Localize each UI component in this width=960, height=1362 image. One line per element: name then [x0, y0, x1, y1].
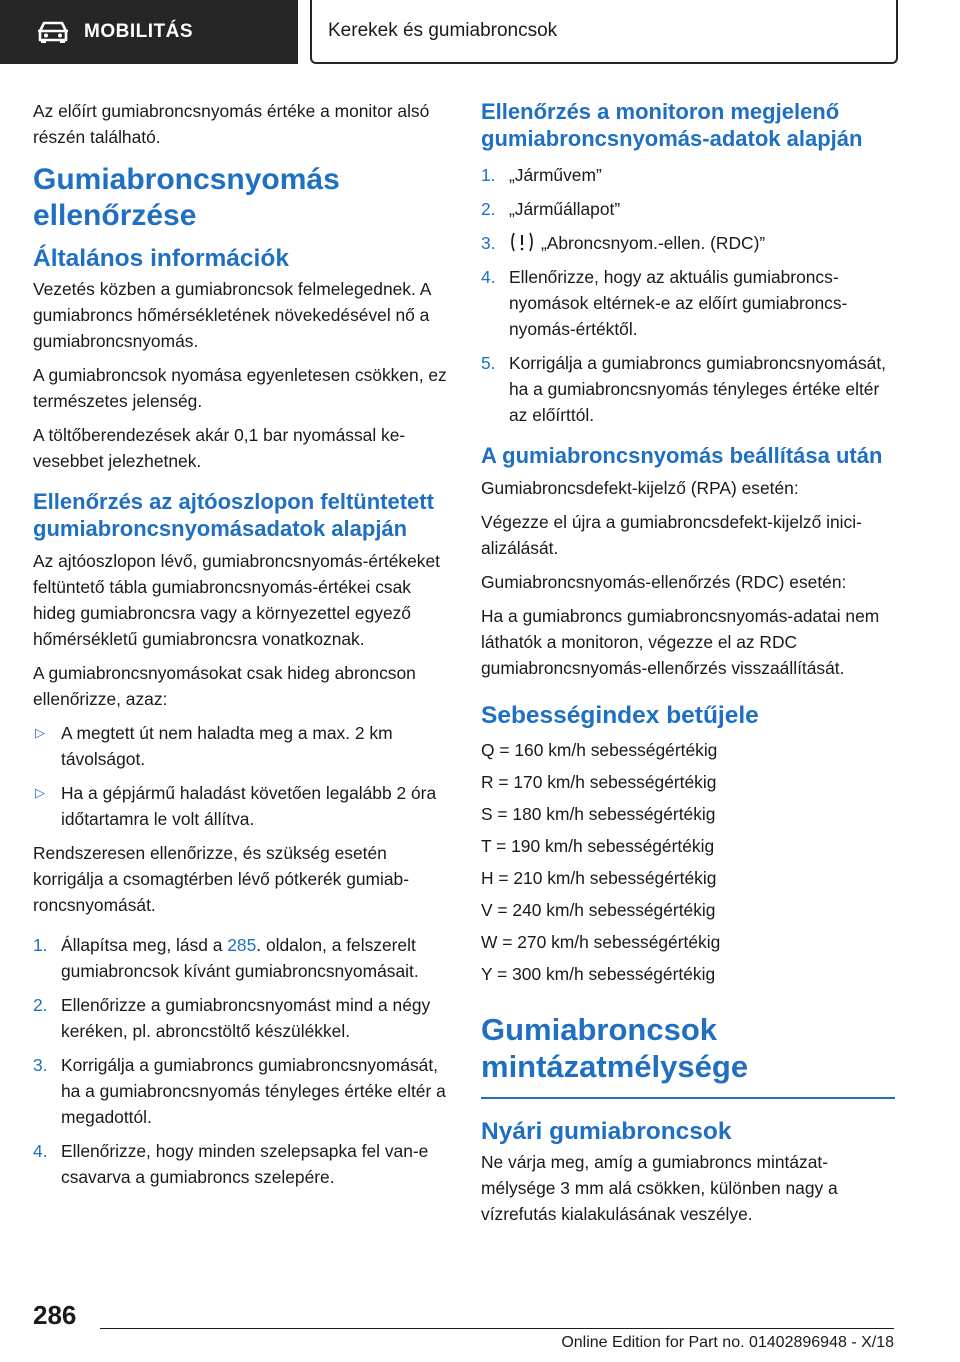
heading-monitor-check: Ellenőrzés a monitoron megjelenő gumiabroncsnyomás-adatok alapján: [481, 99, 863, 151]
heading-after-adjust: A gumiabroncsnyomás beállítása után: [481, 443, 883, 468]
heading-general-info: Általános információk: [33, 245, 289, 272]
header-bar: [0, 0, 960, 66]
heading-speed-index: Sebességindex betűjele: [481, 702, 759, 729]
triangle-bullet-icon: ▷: [35, 785, 45, 800]
paragraph: Vezetés közben a gumiabroncsok felmelegednek. A gumiabroncs hőmérsékletének növekedésével nő a gumiabroncsnyomás.: [33, 279, 431, 351]
car-icon: [36, 20, 70, 44]
page-number: 286: [33, 1300, 77, 1330]
heading-tire-pressure-check: Gumiabroncsnyomás ellenőrzése: [33, 163, 340, 232]
paragraph: Ne várja meg, amíg a gumiabroncs mintázatmélysége 3 mm alá csökken, különben nagy a vízrefutás kialakulásának veszélye.: [481, 1152, 838, 1224]
heading-door-pillar: Ellenőrzés az ajtóoszlopon feltüntetett gumiabroncsnyomásadatok alapján: [33, 489, 434, 541]
speed-row: S = 180 km/h sebességértékig: [481, 804, 716, 824]
footer-edition: Online Edition for Part no. 01402896948 - X/18: [561, 1334, 894, 1351]
speed-row: H = 210 km/h sebességértékig: [481, 868, 717, 888]
list-item: 1. Állapítsa meg, lásd a 285. oldalon, a felszerelt gumiabroncsok kívánt gumiabroncsnyomásait.: [33, 935, 419, 981]
speed-row: Q = 160 km/h sebességértékig: [481, 740, 718, 760]
right-column: [481, 98, 895, 1235]
list-item: 2. „Járműállapot”: [481, 199, 621, 219]
left-column: [33, 98, 447, 1198]
list-item: 3. Korrigálja a gumiabroncs gumiabroncsnyomását, ha a gumiabroncsnyomás tényleges értéke eltér a megadottól.: [33, 1055, 446, 1127]
list-item: ▷ A megtett út nem haladta meg a max. 2 km távolságot.: [33, 720, 447, 772]
list-item: 4. Ellenőrizze, hogy minden szelepsapka fel van-e csavarva a gumiabroncs szelepére.: [33, 1141, 429, 1187]
heading-tread-depth: Gumiabroncsok mintázatmélysége: [481, 1012, 749, 1084]
section-title: MOBILITÁS: [84, 21, 193, 42]
page-link[interactable]: 285: [227, 935, 257, 955]
list-item: 1. „Járművem”: [481, 165, 602, 185]
paragraph: Rendszeresen ellenőrizze, és szükség esetén korrigálja a csomagtérben lévő pótkerék gumiabroncsnyomását.: [33, 843, 410, 915]
paragraph: A gumiabroncsok nyomása egyenletesen csökken, ez természetes jelenség.: [33, 365, 447, 411]
chapter-title: Kerekek és gumiabroncsok: [328, 20, 558, 41]
triangle-bullet-icon: ▷: [35, 725, 45, 740]
speed-row: T = 190 km/h sebességértékig: [481, 836, 715, 856]
paragraph: Gumiabroncsdefekt-kijelző (RPA) esetén:: [481, 478, 799, 498]
paragraph: Gumiabroncsnyomás-ellenőrzés (RDC) esetén:: [481, 572, 847, 592]
list-item: 4. Ellenőrizze, hogy az aktuális gumiabroncsnyomások eltérnek-e az előírt gumiabroncsnyomás-értéktől.: [481, 267, 848, 339]
speed-row: Y = 300 km/h sebességértékig: [481, 964, 716, 984]
chapter-tab[interactable]: [310, 0, 898, 64]
paragraph: Az ajtóoszlopon lévő, gumiabroncsnyomás-értékeket feltüntető tábla gumiabroncsnyomás-értékei csak hideg gumiabroncsra vagy a környezettel egyező hőmérsékletű gumiabroncsra vonatkoznak.: [33, 551, 440, 649]
footer-divider: [100, 1328, 894, 1329]
section-tab[interactable]: [0, 0, 298, 64]
list-item: ▷ Ha a gépjármű haladást követően legalább 2 óra időtartamra le volt állítva.: [33, 780, 447, 832]
heading-summer-tires: Nyári gumiabroncsok: [481, 1118, 732, 1145]
paragraph: Végezze el újra a gumiabroncsdefekt-kijelző inicializálását.: [481, 512, 862, 558]
intro-text: Az előírt gumiabroncsnyomás értéke a monitor alsó részén található.: [33, 101, 430, 147]
paragraph: A töltőberendezések akár 0,1 bar nyomással kevesebbet jelezhetnek.: [33, 425, 406, 471]
list-item: 5. Korrigálja a gumiabroncs gumiabroncsnyomását, ha a gumiabroncsnyomás tényleges értéke eltér az előírttól.: [481, 353, 886, 425]
list-item: 3. „Abroncsnyom.-ellen. (RDC)”: [481, 233, 766, 253]
tire-warning-icon: [509, 231, 535, 253]
paragraph: A gumiabroncsnyomásokat csak hideg abroncson ellenőrizze, azaz:: [33, 663, 416, 709]
speed-row: R = 170 km/h sebességértékig: [481, 772, 717, 792]
paragraph: Ha a gumiabroncs gumiabroncsnyomás-adatai nem láthatók a monitoron, végezze el az RDC gumiabroncsnyomás-ellenőrzés visszaállítását.: [481, 606, 880, 678]
section-divider: [481, 1097, 895, 1099]
list-item: 2. Ellenőrizze a gumiabroncsnyomást mind a négy keréken, pl. abroncstöltő készülékkel.: [33, 995, 431, 1041]
speed-row: V = 240 km/h sebességértékig: [481, 900, 716, 920]
speed-row: W = 270 km/h sebességértékig: [481, 932, 721, 952]
